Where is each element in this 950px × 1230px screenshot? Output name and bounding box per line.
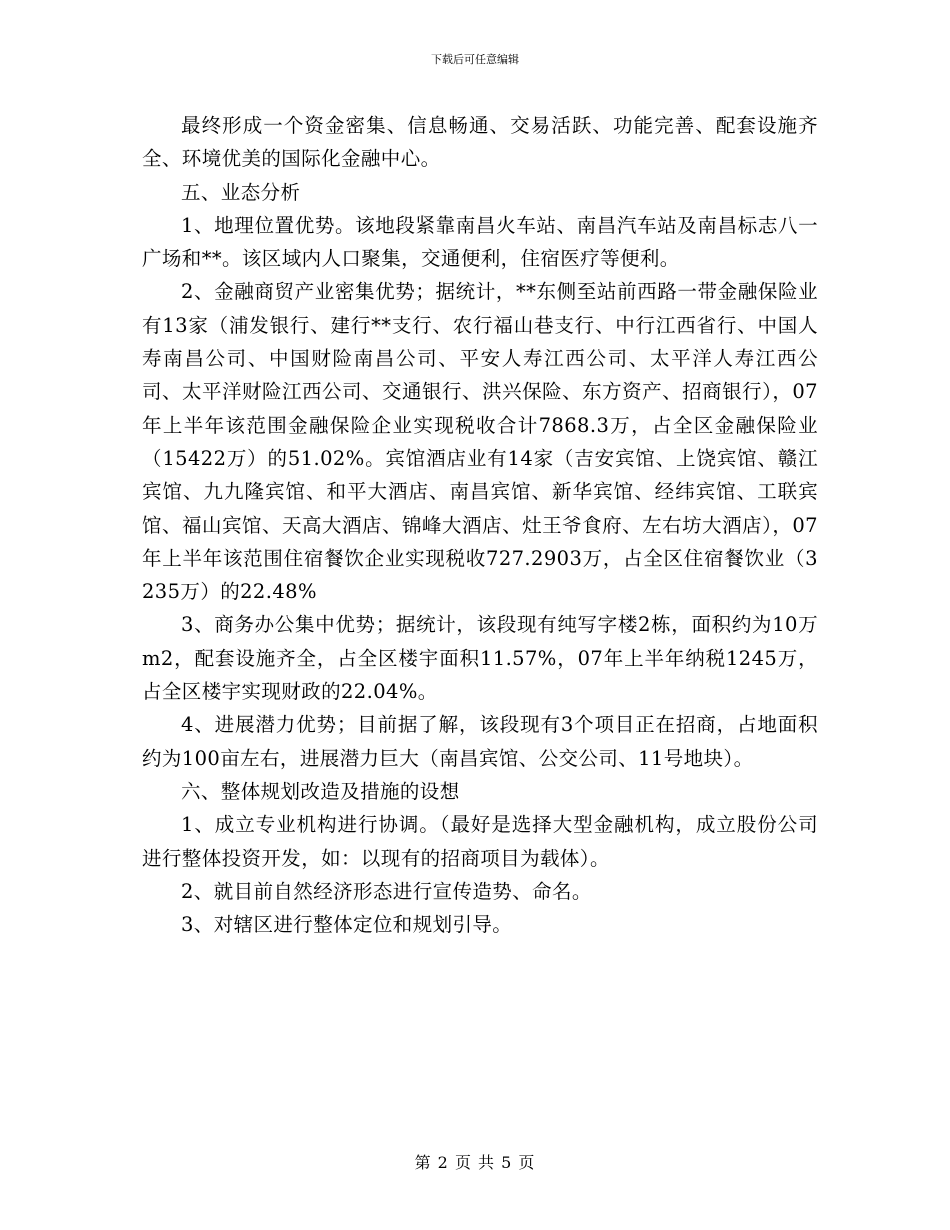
paragraph-continuation: 最终形成一个资金密集、信息畅通、交易活跃、功能完善、配套设施齐全、环境优美的国际化金融中心。: [142, 114, 818, 171]
paragraph-measure-1: 1、成立专业机构进行协调。（最好是选择大型金融机构，成立股份公司进行整体投资开发，如：以现有的招商项目为载体）。: [142, 813, 818, 870]
paragraph-potential-advantage: 4、进展潜力优势；目前据了解，该段现有3个项目正在招商，占地面积约为100亩左右，进展潜力巨大（南昌宾馆、公交公司、11号地块）。: [142, 713, 818, 770]
paragraph-measure-3: 3、对辖区进行整体定位和规划引导。: [181, 913, 513, 937]
paragraph-office-advantage: 3、商务办公集中优势；据统计，该段现有纯写字楼2栋，面积约为10万m2，配套设施齐全，占全区楼宇面积11.57%，07年上半年纳税1245万，占全区楼宇实现财政的22.04%。: [142, 613, 818, 704]
page-header: 下载后可任意编辑: [431, 53, 519, 66]
paragraph-location-advantage: 1、地理位置优势。该地段紧靠南昌火车站、南昌汽车站及南昌标志八一广场和**。该区域内人口聚集，交通便利，住宿医疗等便利。: [142, 213, 818, 271]
page-number: 第 2 页 共 5 页: [414, 1153, 536, 1172]
paragraph-finance-advantage: 2、金融商贸产业密集优势；据统计，**东侧至站前西路一带金融保险业有13家（浦发银行、建行**支行、农行福山巷支行、中行江西省行、中国人寿南昌公司、中国财险南昌公司、平安人寿江西公司、太平洋人寿江西公司、太平洋财险江西公司、交通银行、洪兴保险、东方资产、招商银行），07年上半年该范围金融保险企业实现税收合计7868.3万，占全区金融保险业（15422万）的51.02%。宾馆酒店业有14家（吉安宾馆、上饶宾馆、赣江宾馆、九九隆宾馆、和平大酒店、南昌宾馆、新华宾馆、经纬宾馆、工联宾馆、福山宾馆、天高大酒店、锦峰大酒店、灶王爷食府、左右坊大酒店），07年上半年该范围住宿餐饮企业实现税收727.2903万，占全区住宿餐饮业（3235万）的22.48%: [142, 280, 818, 604]
section-heading-5: 五、业态分析: [181, 180, 301, 204]
document-body: [142, 109, 818, 941]
section-heading-6: 六、整体规划改造及措施的设想: [181, 779, 460, 803]
paragraph-measure-2: 2、就目前自然经济形态进行宣传造势、命名。: [181, 879, 592, 903]
